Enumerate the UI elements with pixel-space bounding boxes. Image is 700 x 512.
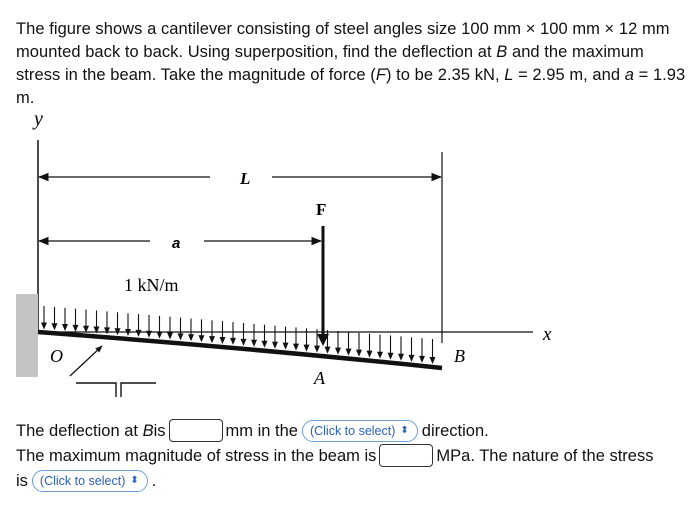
load-arrow-head [220,337,226,344]
q1-text-pre: The deflection at [16,421,138,440]
load-arrow-head [272,342,278,349]
load-arrow-head [230,338,236,345]
q2-text-pre: The maximum magnitude of stress in the beam is [16,446,377,465]
load-arrow-head [304,345,310,352]
load-arrow-head [167,333,173,340]
load-arrow-head [262,341,268,348]
chevron-updown-icon: ⬍ [130,474,139,486]
cantilever-figure [0,100,600,400]
problem-text-1: The figure shows a cantilever consisting of steel angles size 100 mm × 100 mm × 12 mm mounted back to back. Using superposition, find the deflection at [16,20,670,61]
problem-statement [16,18,686,110]
load-arrow-head [52,323,58,330]
q1-text-mid: mm in the [225,421,298,440]
q3-text-pre: is [16,471,28,490]
distributed-load-label: 1 kN/m [124,275,179,295]
section-arrow [70,346,102,376]
problem-text-5: = 1.93 m. [16,66,686,107]
load-arrow-head [377,352,383,359]
load-arrow-head [157,332,163,339]
q1-text-post: direction. [421,421,489,440]
point-B-label: B [454,346,465,366]
q1-var-B: B [142,421,154,440]
deflection-direction-select[interactable] [302,420,418,442]
problem-var-a: a [624,66,634,84]
load-arrow-head [73,325,79,332]
load-arrow-head [251,340,257,347]
load-arrow-head [209,336,215,343]
load-arrow-head [430,357,436,364]
load-arrow-head [419,356,425,363]
q1-text-is: is [153,421,166,440]
fixed-wall [16,294,38,377]
load-arrow-head [346,349,352,356]
x-axis-label: x [543,324,552,345]
q2-text-post: MPa. The nature of the stress [436,446,654,465]
F-label: F [316,200,327,219]
problem-var-F: F [375,66,386,84]
chevron-updown-icon: ⬍ [400,424,409,436]
problem-var-B: B [496,43,508,61]
load-arrow-head [241,339,247,346]
max-stress-input[interactable] [379,444,433,467]
point-A-label: A [314,368,325,388]
load-arrow-head [398,354,404,361]
angle-section-icon [76,383,156,397]
y-axis-label: y [34,108,43,130]
select-label: (Click to select) [309,423,396,438]
load-arrow-head [136,330,142,337]
load-arrow-head [335,348,341,355]
problem-text-2: and the maximum stress in the beam. Take the magnitude of force ( [16,43,644,84]
load-arrow-head [356,350,362,357]
load-arrow-head [409,355,415,362]
origin-label: O [50,346,63,366]
load-arrow-head [325,347,331,354]
answer-line-3 [16,468,696,493]
load-arrow-head [62,324,68,331]
a-label: a [172,235,181,252]
load-arrow-head [104,327,110,334]
load-arrow-head [388,353,394,360]
L-label: L [240,169,251,188]
select-label: (Click to select) [39,473,126,488]
load-arrow-head [188,334,194,341]
problem-text-4: = 2.95 m, and [513,66,625,84]
deflection-input[interactable] [169,419,223,442]
problem-var-L: L [504,66,514,84]
load-arrow-head [283,343,289,350]
answer-line-2 [16,443,696,468]
load-arrow-head [41,322,47,329]
load-arrow-head [293,344,299,351]
load-arrow-head [314,346,320,353]
answer-line-1 [16,418,696,443]
q3-text-post: . [151,471,157,490]
load-arrow-head [178,333,184,340]
problem-text-3: ) to be 2.35 kN, [385,66,505,84]
load-arrow-head [367,351,373,358]
answer-section [16,418,696,493]
load-arrow-head [199,335,205,342]
stress-nature-select[interactable] [32,470,148,492]
